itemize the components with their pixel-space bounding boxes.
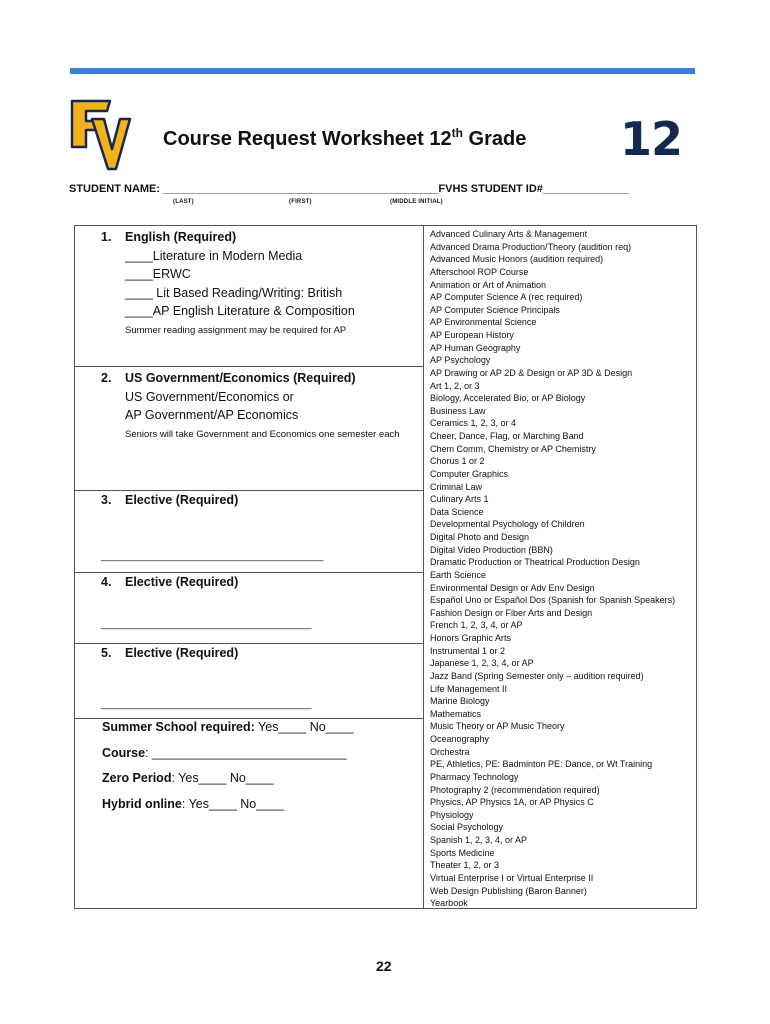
elective-list-item: Criminal Law [430,481,483,492]
elective-list-item: Developmental Psychology of Children [430,519,585,530]
elective-list-item: Business Law [430,405,486,416]
elective-list-item: Chorus 1 or 2 [430,456,485,467]
elective-list-item: Culinary Arts 1 [430,494,489,505]
fv-logo [70,99,132,171]
zero-period-row[interactable]: Zero Period: Yes____ No____ [102,771,274,785]
government-option: US Government/Economics or [125,389,294,404]
english-option[interactable]: ____ERWC [125,267,191,281]
elective-list-item: AP Computer Science A (rec required) [430,292,583,303]
elective-list-item: Oceanography [430,734,490,744]
first-name-label: (FIRST) [289,199,312,205]
elective-list-item: Music Theory or AP Music Theory [430,721,565,732]
elective-list-item: AP Human Geography [430,342,521,353]
hybrid-online-row[interactable]: Hybrid online: Yes____ No____ [102,796,285,811]
row-divider [74,366,424,367]
elective-list-item: Cheer, Dance, Flag, or Marching Band [430,431,584,441]
government-option: AP Government/AP Economics [125,408,299,422]
elective-list-item: Ceramics 1, 2, 3, or 4 [430,418,517,429]
elective-list-item: Data Science [430,506,484,517]
elective-list-item: Digital Video Production (BBN) [430,544,553,555]
elective-list-item: Advanced Culinary Arts & Management [430,229,588,239]
elective-list-item: Biology, Accelerated Bio, or AP Biology [430,393,586,404]
section-elective-5-title: Elective (Required) [125,646,239,660]
elective-list-item: Español Uno or Español Dos (Spanish for Spanish Speakers) [430,595,676,606]
student-name-line[interactable]: STUDENT NAME: _____________________________________________FVHS STUDENT ID#______________ [69,183,629,195]
elective-list-item: AP Psychology [430,355,491,366]
elective-list-item: Advanced Music Honors (audition required) [430,254,604,265]
elective-list-item: Honors Graphic Arts [430,633,512,643]
elective-list-item: PE, Athletics, PE: Badminton PE: Dance, or Wt Training [430,759,653,770]
top-accent-bar [70,68,695,74]
elective-list-item: Afterschool ROP Course [430,266,529,277]
elective-list-item: AP Drawing or AP 2D & Design or AP 3D & Design [430,367,633,378]
section-elective-4: 4. Elective (Required) [101,575,239,589]
elective-list-item: AP Environmental Science [430,317,537,328]
middle-initial-label: (MIDDLE INITIAL) [390,199,443,205]
elective-list-item: Spanish 1, 2, 3, 4, or AP [430,835,528,845]
summer-school-block [102,720,354,822]
page-number: 22 [376,958,392,974]
elective-list-item: Web Design Publishing (Baron Banner) [430,885,587,896]
section-elective-4-title: Elective (Required) [125,575,239,589]
elective-list-item: Mathematics [430,708,482,719]
elective-list-item: French 1, 2, 3, 4, or AP [430,620,523,631]
elective-list-item: Theater 1, 2, or 3 [430,860,500,871]
section-english-title: English (Required) [125,230,237,244]
elective-list-item: Environmental Design or Adv Env Design [430,582,595,593]
section-government-title: US Government/Economics (Required) [125,371,356,385]
section-english: 1. English (Required) ____Literature in Modern Media ____ERWC ____ Lit Based Reading/Writing: British ____AP English Literature & Composition Summer reading assignment may be required for AP [101,228,355,339]
elective-list-item: Sports Medicine [430,847,495,858]
elective-list-item: Fashion Design or Fiber Arts and Design [430,607,593,618]
elective-list-item: Photography 2 (recommendation required) [430,784,600,795]
elective-list-item: Art 1, 2, or 3 [430,380,480,391]
elective-list-item: Physiology [430,809,474,820]
grade-number: 12 [620,112,683,166]
elective-list-item: Life Management II [430,683,508,694]
elective-list-item: Yearbook [430,898,468,909]
course-row[interactable]: Course: ____________________________ [102,745,347,760]
elective-list-item: Virtual Enterprise I or Virtual Enterprise II [430,872,594,883]
summer-school-row[interactable]: Summer School required: Yes____ No____ [102,720,354,734]
row-divider [74,718,424,719]
elective-list-item: Orchestra [430,746,470,757]
section-government: 2. US Government/Economics (Required) US Government/Economics or AP Government/AP Economics Seniors will take Government and Economics one semester each [101,369,400,443]
government-note: Seniors will take Government and Economics one semester each [125,428,400,440]
section-elective-5: 5. Elective (Required) [101,646,239,660]
elective-list-item: Social Psychology [430,822,504,833]
electives-list [430,228,675,910]
english-option[interactable]: ____Literature in Modern Media [125,248,303,263]
elective-list-item: Instrumental 1 or 2 [430,645,506,656]
elective-list-item: Chem Comm, Chemistry or AP Chemistry [430,443,596,454]
elective-3-blank[interactable]: ________________________________________ [101,551,324,562]
elective-list-item: Digital Photo and Design [430,532,530,542]
elective-list-item: Dramatic Production or Theatrical Production Design [430,557,640,568]
last-name-label: (LAST) [173,199,194,205]
english-option[interactable]: ____AP English Literature & Composition [125,304,355,318]
section-elective-3-title: Elective (Required) [125,493,239,507]
page-title: Course Request Worksheet 12th Grade [163,126,527,150]
elective-list-item: Computer Graphics [430,468,509,479]
english-option[interactable]: ____ Lit Based Reading/Writing: British [125,285,343,300]
elective-list-item: Earth Science [430,569,487,580]
english-note: Summer reading assignment may be required for AP [125,324,347,336]
elective-list-item: Advanced Drama Production/Theory (audition req) [430,241,632,252]
elective-list-item: AP European History [430,330,514,340]
elective-4-blank[interactable]: ____________________________________ [101,618,312,630]
elective-list-item: Physics, AP Physics 1A, or AP Physics C [430,797,594,808]
elective-list-item: Japanese 1, 2, 3, 4, or AP [430,658,534,669]
elective-list-item: Jazz Band (Spring Semester only – audition required) [430,670,644,681]
column-divider [423,225,424,909]
elective-list-item: Pharmacy Technology [430,771,519,782]
section-elective-3: 3. Elective (Required) [101,493,239,507]
elective-list-item: Marine Biology [430,696,490,707]
elective-list-item: AP Computer Science Principals [430,304,560,315]
elective-5-blank[interactable]: ____________________________________ [101,698,312,710]
elective-list-item: Animation or Art of Animation [430,279,547,290]
